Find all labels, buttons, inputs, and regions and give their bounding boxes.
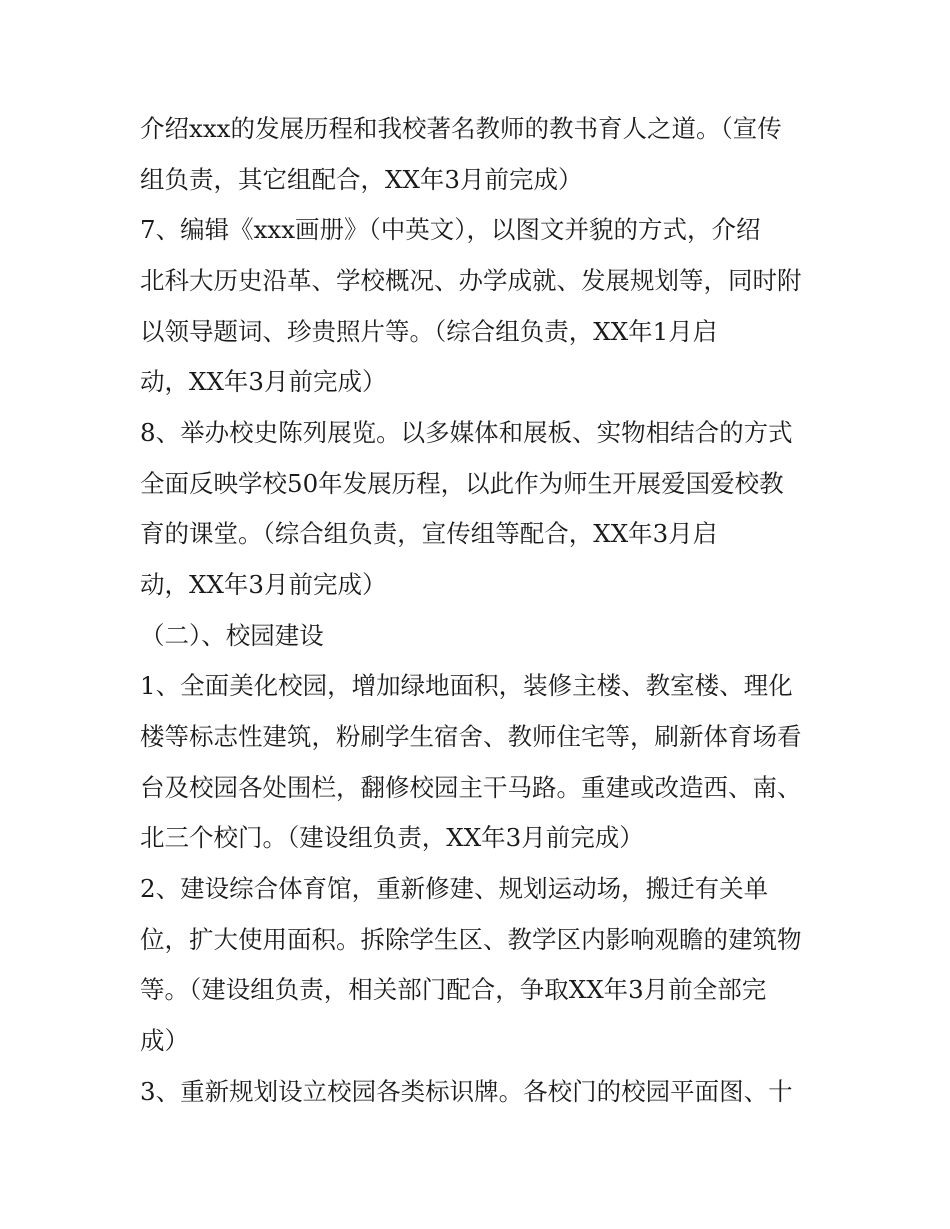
text-line: 8、举办校史陈列展览。以多媒体和展板、实物相结合的方式 xyxy=(140,418,793,447)
text-line: 组负责，其它组配合，XX年3月前完成） xyxy=(140,165,583,194)
text-line: 1、全面美化校园，增加绿地面积，装修主楼、教室楼、理化 xyxy=(140,671,793,700)
text-line: 育的课堂。（综合组负责，宣传组等配合，XX年3月启 xyxy=(140,519,718,548)
text-line: 全面反映学校50年发展历程，以此作为师生开展爱国爱校教 xyxy=(140,469,784,498)
text-line: 楼等标志性建筑，粉刷学生宿舍、教师住宅等，刷新体育场看 xyxy=(140,722,802,751)
text-line: 动，XX年3月前完成） xyxy=(140,367,387,396)
text-line: 以领导题词、珍贵照片等。（综合组负责，XX年1月启 xyxy=(140,317,718,346)
text-line: 3、重新规划设立校园各类标识牌。各校门的校园平面图、十 xyxy=(140,1077,793,1106)
text-line: 位，扩大使用面积。拆除学生区、教学区内影响观瞻的建筑物 xyxy=(140,925,802,954)
text-line: 介绍xxx的发展历程和我校著名教师的教书育人之道。（宣传 xyxy=(140,114,782,143)
section-heading: （二）、校园建设 xyxy=(140,621,324,650)
text-line: 成） xyxy=(140,1026,189,1055)
text-line: 北科大历史沿革、学校概况、办学成就、发展规划等，同时附 xyxy=(140,266,802,295)
text-line: 7、编辑《xxx画册》（中英文），以图文并貌的方式，介绍 xyxy=(140,215,761,244)
text-line: 动，XX年3月前完成） xyxy=(140,570,387,599)
text-line: 台及校园各处围栏，翻修校园主干马路。重建或改造西、南、 xyxy=(140,773,802,802)
text-line: 等。（建设组负责，相关部门配合，争取XX年3月前全部完 xyxy=(140,975,767,1004)
text-line: 北三个校门。（建设组负责，XX年3月前完成） xyxy=(140,823,644,852)
text-line: 2、建设综合体育馆，重新修建、规划运动场，搬迁有关单 xyxy=(140,874,769,903)
